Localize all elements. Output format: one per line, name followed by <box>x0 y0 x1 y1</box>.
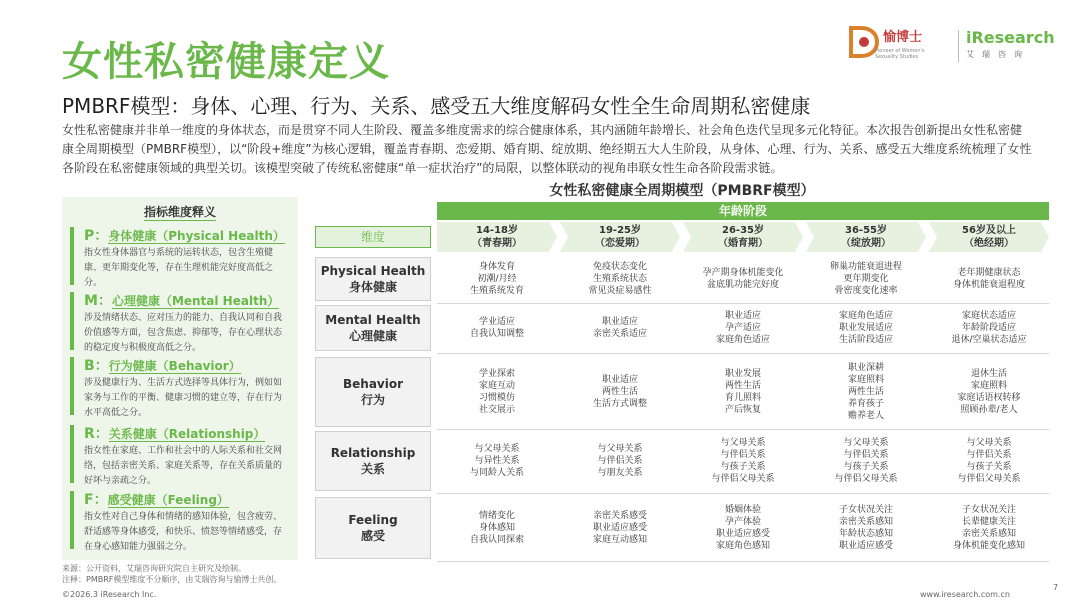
table-cell <box>437 497 557 559</box>
row-label-en: Mental Health <box>325 312 421 327</box>
dimension-accent-bar <box>70 292 74 350</box>
table-cell <box>683 431 803 491</box>
row-label <box>315 305 431 351</box>
dimension-mental: M：心理健康（Mental Health） 涉及情绪状态、应对压力的能力、自我认同和自我价值感等方面，包含焦虑、抑郁等，存在心理状态的稳定度与积极度高低之分。 <box>84 293 283 353</box>
row-label <box>315 497 431 559</box>
cell-line: 孕产体验 <box>724 517 761 527</box>
cell-line: 与父母关系 <box>474 444 520 454</box>
dimension-behavior: B：行为健康（Behavior） 涉及健康行为、生活方式选择等具体行为，例如如家务与工作的平衡、健康习惯的建立等，存在行为水平高低之分。 <box>84 358 283 418</box>
cell-line: 自我认知调整 <box>469 329 524 339</box>
cell-line: 生殖系统状态 <box>592 274 647 284</box>
iresearch-logo-name: iResearch <box>966 28 1055 47</box>
row-divider <box>437 493 1049 494</box>
stage-header: 14-18岁 （青春期） <box>472 225 522 249</box>
table-cell <box>929 257 1049 301</box>
cell-line: 家庭互动 <box>478 381 515 391</box>
cell-line: 初潮/月经 <box>477 274 517 284</box>
page-subtitle: PMBRF模型：身体、心理、行为、关系、感受五大维度解码女性全生命周期私密健康 <box>62 94 811 118</box>
row-divider <box>437 303 1049 304</box>
table-cell <box>683 305 803 351</box>
table-cell <box>437 357 557 427</box>
stage-header: 36-55岁 （绽放期） <box>841 225 891 249</box>
cell-line: 与父母关系 <box>966 438 1012 448</box>
row-divider <box>437 561 1049 562</box>
table-cell <box>560 431 680 491</box>
row-label <box>315 257 431 301</box>
annotation-note: 注释：PMBRF模型维度不分顺序，由艾瑞咨询与愉博士共创。 <box>62 575 282 584</box>
cell-line: 职业适应感受 <box>592 523 647 533</box>
cell-line: 养育孩子 <box>847 399 884 409</box>
cell-line: 两性生活 <box>724 381 761 391</box>
cell-line: 与伴侣关系 <box>720 450 766 460</box>
cell-line: 卵巢功能衰退进程 <box>829 262 902 272</box>
cell-line: 职业适应 <box>601 317 638 327</box>
cell-line: 免疫状态变化 <box>592 262 647 272</box>
age-band-header: 年龄阶段 <box>437 202 1049 220</box>
row-label-en: Feeling <box>348 512 398 527</box>
table-cell <box>806 357 926 427</box>
cell-line: 亲密关系感知 <box>961 529 1016 539</box>
yuboshi-logo-name: 愉博士 <box>883 30 923 45</box>
row-label <box>315 431 431 491</box>
cell-line: 子女状况关注 <box>961 505 1016 515</box>
source-note: 来源：公开资料，艾瑞咨询研究院自主研究及绘制。 <box>62 564 246 573</box>
cell-line: 情绪变化 <box>478 511 515 521</box>
copyright: ©2026.3 iResearch Inc. <box>62 590 157 599</box>
cell-line: 与伴侣父母关系 <box>957 474 1021 484</box>
row-label-cn: 心理健康 <box>348 328 397 343</box>
cell-line: 生活阶段适应 <box>838 335 893 345</box>
cell-line: 年龄状态感知 <box>838 529 893 539</box>
page-number: 7 <box>1053 583 1059 592</box>
iresearch-logo <box>966 28 1056 68</box>
cell-line: 与父母关系 <box>720 438 766 448</box>
table-cell <box>560 497 680 559</box>
cell-line: 生殖系统发育 <box>469 286 524 296</box>
cell-line: 职业发展 <box>724 369 761 379</box>
cell-line: 与父母关系 <box>843 438 889 448</box>
table-cell <box>683 357 803 427</box>
table-cell <box>929 305 1049 351</box>
cell-line: 产后恢复 <box>724 405 761 415</box>
cell-line: 学业探索 <box>478 369 515 379</box>
cell-line: 职业适应 <box>724 311 761 321</box>
page-title: 女性私密健康定义 <box>62 39 390 85</box>
cell-line: 家庭互动感知 <box>592 535 647 545</box>
footnotes <box>62 563 281 585</box>
row-label-en: Physical Health <box>320 263 426 278</box>
cell-line: 身体机能变化感知 <box>952 541 1025 551</box>
cell-line: 生活方式调整 <box>592 399 647 409</box>
cell-line: 与孩子关系 <box>966 462 1012 472</box>
cell-line: 亲密关系适应 <box>592 329 647 339</box>
table-cell <box>437 305 557 351</box>
table-cell <box>437 431 557 491</box>
row-label-cn: 感受 <box>360 528 385 543</box>
cell-line: 自我认同探索 <box>469 535 524 545</box>
dimension-accent-bar <box>70 357 74 415</box>
cell-line: 与孩子关系 <box>843 462 889 472</box>
stage-header: 56岁及以上 （绝经期） <box>962 225 1016 249</box>
cell-line: 赡养老人 <box>847 411 884 421</box>
cell-line: 家庭照料 <box>970 381 1007 391</box>
cell-line: 与孩子关系 <box>720 462 766 472</box>
dimension-column-header: 维度 <box>315 226 431 248</box>
cell-line: 骨密度变化速率 <box>834 286 898 296</box>
cell-line: 常见炎症易感性 <box>588 286 652 296</box>
cell-line: 职业适应感受 <box>715 529 770 539</box>
panel-title: 指标维度释义 <box>143 205 216 219</box>
cell-line: 孕产适应 <box>724 323 761 333</box>
cell-line: 职业深耕 <box>847 363 884 373</box>
cell-line: 与朋友关系 <box>597 468 643 478</box>
iresearch-logo-cn: 艾瑞咨询 <box>966 50 1030 59</box>
table-cell <box>683 497 803 559</box>
cell-line: 照顾孙辈/老人 <box>960 405 1018 415</box>
cell-line: 两性生活 <box>847 387 884 397</box>
cell-line: 婚姻体验 <box>724 505 761 515</box>
table-cell <box>560 357 680 427</box>
cell-line: 与异性关系 <box>474 456 520 466</box>
row-label <box>315 357 431 427</box>
cell-line: 退休生活 <box>970 369 1007 379</box>
cell-line: 家庭角色适应 <box>715 335 770 345</box>
dimension-feeling: F：感受健康（Feeling） 指女性对自己身体和情绪的感知体验，包含疲劳、舒适感等身体感受，和快乐、愤怒等情绪感受，存在身心感知能力强弱之分。 <box>84 492 283 552</box>
table-cell <box>806 431 926 491</box>
cell-line: 家庭话语权转移 <box>957 393 1021 403</box>
cell-line: 职业发展适应 <box>838 323 893 333</box>
row-label-en: Relationship <box>330 445 416 460</box>
yuboshi-logo <box>845 22 955 70</box>
model-table-title: 女性私密健康全周期模型（PMBRF模型） <box>549 183 815 199</box>
dimension-physical: P：身体健康（Physical Health） 指女性身体器官与系统的运转状态，包含生殖健康、更年期变化等，存在生理机能完好度高低之分。 <box>84 228 285 288</box>
row-divider <box>437 353 1049 354</box>
cell-line: 社交展示 <box>478 405 515 415</box>
dimension-accent-bar <box>70 491 74 549</box>
cell-line: 年龄阶段适应 <box>961 323 1016 333</box>
table-cell <box>806 257 926 301</box>
row-label-cn: 关系 <box>360 461 385 476</box>
row-label-cn: 身体健康 <box>348 279 397 294</box>
cell-line: 育儿照料 <box>724 393 761 403</box>
cell-line: 家庭角色感知 <box>715 541 770 551</box>
cell-line: 职业适应 <box>601 375 638 385</box>
dimension-relationship: R：关系健康（Relationship） 指女性在家庭、工作和社会中的人际关系和社交网络，包括亲密关系、家庭关系等，存在关系质量的好坏与亲疏之分。 <box>84 426 283 486</box>
dimension-definition-panel <box>62 197 298 560</box>
dimension-accent-bar <box>70 227 74 285</box>
table-cell <box>806 305 926 351</box>
cell-line: 习惯模仿 <box>478 393 515 403</box>
yuboshi-logo-tagline: Pioneer of Women's Sexuality Studies <box>875 48 925 60</box>
table-cell <box>929 497 1049 559</box>
logo-divider <box>958 30 959 62</box>
row-label-en: Behavior <box>342 376 404 391</box>
cell-line: 长辈健康关注 <box>961 517 1016 527</box>
cell-line: 学业适应 <box>478 317 515 327</box>
cell-line: 身体感知 <box>478 523 515 533</box>
cell-line: 与同龄人关系 <box>469 468 524 478</box>
cell-line: 家庭角色适应 <box>838 311 893 321</box>
cell-line: 身体发育 <box>478 262 515 272</box>
website: www.iresearch.com.cn <box>920 590 1010 599</box>
cell-line: 退休/空巢状态适应 <box>951 335 1027 345</box>
intro-paragraph: 女性私密健康并非单一维度的身体状态，而是贯穿不同人生阶段、覆盖多维度需求的综合健康体系，其内涵随年龄增长、社会角色迭代呈现多元化特征。本次报告创新提出女性私密健康全周期模型（PMBRF模型），以“阶段+维度”为核心逻辑，覆盖青春期、恋爱期、婚育期、绽放期、绝经期五大人生阶段，从身体、心理、行为、关系、感受五大维度系统梳理了女性各阶段在私密健康领域的典型关切。该模型突破了传统私密健康“单一症状治疗”的局限，以整体联动的视角串联女性生命各阶段需求链。 <box>62 123 1032 175</box>
cell-line: 与伴侣父母关系 <box>711 474 775 484</box>
cell-line: 亲密关系感受 <box>592 511 647 521</box>
cell-line: 与伴侣关系 <box>597 456 643 466</box>
table-cell <box>560 257 680 301</box>
cell-line: 孕产期身体机能变化 <box>702 268 784 278</box>
row-label-cn: 行为 <box>360 392 385 407</box>
cell-line: 盆底肌功能完好度 <box>706 280 779 290</box>
cell-line: 与伴侣关系 <box>966 450 1012 460</box>
table-cell <box>929 357 1049 427</box>
stage-header: 19-25岁 （恋爱期） <box>595 225 645 249</box>
row-divider <box>437 429 1049 430</box>
cell-line: 与伴侣父母关系 <box>834 474 898 484</box>
table-cell <box>560 305 680 351</box>
cell-line: 家庭状态适应 <box>961 311 1016 321</box>
table-cell <box>437 257 557 301</box>
table-cell <box>929 431 1049 491</box>
cell-line: 与伴侣关系 <box>843 450 889 460</box>
stage-header: 26-35岁 （婚育期） <box>718 225 768 249</box>
table-cell <box>683 257 803 301</box>
cell-line: 子女状况关注 <box>838 505 893 515</box>
cell-line: 亲密关系感知 <box>838 517 893 527</box>
dimension-accent-bar <box>70 425 74 483</box>
cell-line: 职业适应感受 <box>838 541 893 551</box>
cell-line: 身体机能衰退程度 <box>952 280 1025 290</box>
cell-line: 更年期变化 <box>843 274 889 284</box>
cell-line: 老年期健康状态 <box>957 268 1021 278</box>
cell-line: 两性生活 <box>601 387 638 397</box>
cell-line: 与父母关系 <box>597 444 643 454</box>
cell-line: 家庭照料 <box>847 375 884 385</box>
table-cell <box>806 497 926 559</box>
